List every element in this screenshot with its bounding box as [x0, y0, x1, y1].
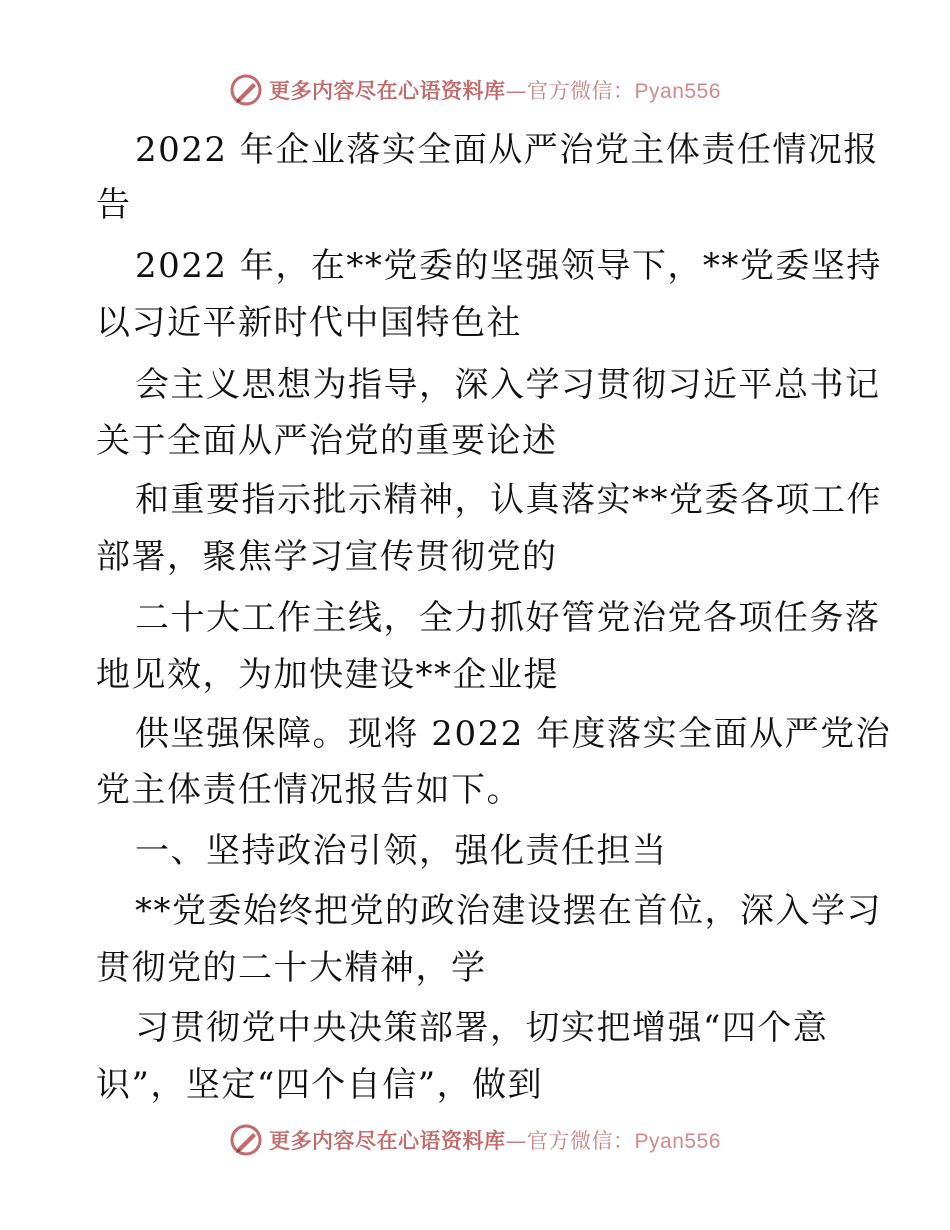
pen-logo-icon	[229, 1123, 263, 1157]
doc-line-8: 部署，聚焦学习宣传贯彻党的	[96, 537, 558, 577]
doc-line-6: 关于全面从严治党的重要论述	[96, 421, 558, 461]
watermark-id: Pyan556	[634, 1130, 721, 1153]
doc-title-line-1: 2022 年企业落实全面从严治党主体责任情况报	[135, 130, 879, 170]
watermark-main: 更多内容尽在心语资料库	[269, 1129, 506, 1153]
doc-line-3: 2022 年，在**党委的坚强领导下，**党委坚持	[135, 246, 882, 286]
watermark-sep: —	[505, 1129, 528, 1153]
watermark-sep: —	[505, 79, 528, 103]
watermark-sub: 官方微信：	[527, 1129, 635, 1153]
section-heading-1: 一、坚持政治引领，强化责任担当	[135, 831, 668, 871]
doc-line-14: **党委始终把党的政治建设摆在首位，深入学习	[135, 891, 882, 931]
doc-line-11: 供坚强保障。现将 2022 年度落实全面从严党治	[135, 714, 892, 754]
doc-title-line-2: 告	[96, 185, 132, 225]
doc-line-10: 地见效，为加快建设**企业提	[96, 655, 559, 695]
footer-watermark	[0, 1120, 950, 1160]
doc-line-9: 二十大工作主线，全力抓好管党治党各项任务落	[135, 598, 881, 638]
doc-line-16: 习贯彻党中央决策部署，切实把增强“四个意	[135, 1008, 829, 1048]
doc-line-7: 和重要指示批示精神，认真落实**党委各项工作	[135, 480, 882, 520]
doc-line-17: 识”，坚定“四个自信”，做到	[96, 1065, 544, 1105]
watermark-main: 更多内容尽在心语资料库	[269, 79, 506, 103]
doc-line-4: 以习近平新时代中国特色社	[96, 303, 522, 343]
doc-line-12: 党主体责任情况报告如下。	[96, 770, 522, 810]
doc-line-15: 贯彻党的二十大精神，学	[96, 948, 487, 988]
header-watermark	[0, 70, 950, 110]
watermark-text	[269, 75, 721, 105]
doc-line-5: 会主义思想为指导，深入学习贯彻习近平总书记	[135, 365, 881, 405]
watermark-id: Pyan556	[634, 80, 721, 103]
pen-logo-icon	[229, 73, 263, 107]
watermark-text	[269, 1125, 721, 1155]
watermark-sub: 官方微信：	[527, 79, 635, 103]
